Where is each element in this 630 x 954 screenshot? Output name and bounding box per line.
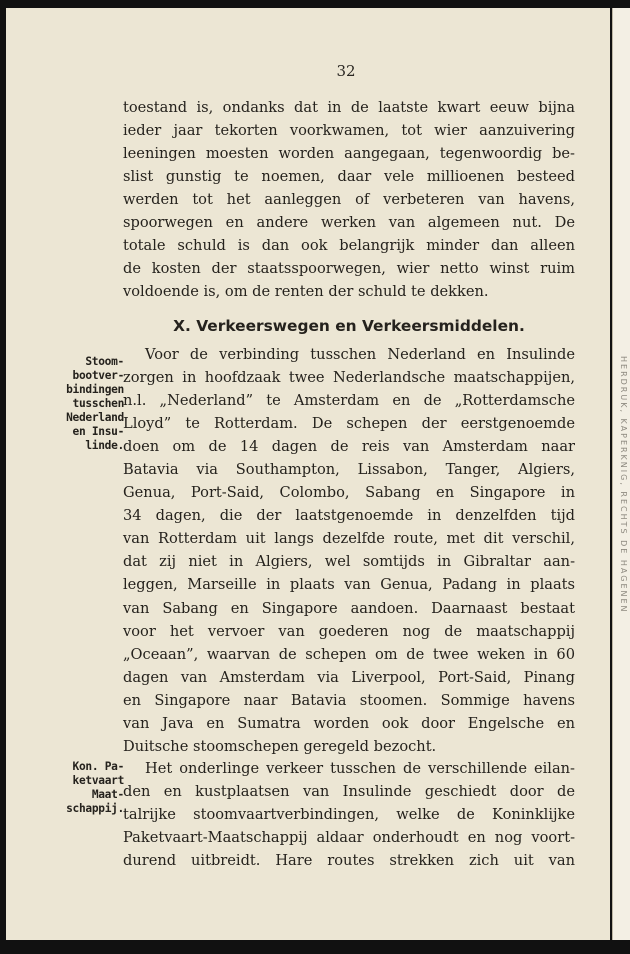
text-line: talrijke stoomvaartverbindingen, welke de Koninklijke [123,806,575,824]
margin-note-line: bindingen [66,383,124,396]
text-line: ieder jaar tekorten voorkwamen, tot wier aanzuivering [123,122,575,140]
text-line: dagen van Amsterdam via Liverpool, Port-Said, Pinang [123,668,575,686]
margin-note-line: bootver- [72,369,124,382]
text-line: „Oceaan”, waarvan de schepen om de twee weken in 60 [123,645,575,663]
text-line: doen om de 14 dagen de reis van Amsterdam naar [123,438,575,456]
paragraph-steamship-connections [123,343,575,758]
page-number: 32 [336,62,356,80]
text-line: 34 dagen, die der laatstgenoemde in denzelfden tijd [123,507,575,525]
margin-note-kpm [52,760,124,816]
margin-note-line: Kon. Pa- [72,760,124,773]
text-line: en Singapore naar Batavia stoomen. Sommige havens [123,691,575,709]
text-line: Batavia via Southampton, Lissabon, Tanger, Algiers, [123,461,575,479]
text-line: Lloyd” te Rotterdam. De schepen der eerstgenoemde [123,415,575,433]
margin-note-line: Stoom- [85,355,124,368]
margin-note-line: schappij. [66,802,124,815]
text-line: van Java en Sumatra worden ook door Engelsche en [123,714,575,732]
text-line: n.l. „Nederland” te Amsterdam en de „Rotterdamsche [123,392,575,410]
text-line: dat zij niet in Algiers, wel somtijds in Gibraltar aan- [123,553,575,571]
text-line: voor het vervoer van goederen nog de maatschappij [123,622,575,640]
text-line: zorgen in hoofdzaak twee Nederlandsche maatschappijen, [123,369,575,387]
text-line: Genua, Port-Said, Colombo, Sabang en Singapore in [123,484,575,502]
text-line: spoorwegen en andere werken van algemeen nut. De [123,214,575,232]
paragraph-continuation [123,96,575,303]
margin-note-line: linde. [85,439,124,452]
text-line: leeningen moesten worden aangegaan, tegenwoordig be- [123,145,575,163]
text-line: van Sabang en Singapore aandoen. Daarnaast bestaat [123,599,575,617]
margin-note-line: Nederland [66,411,124,424]
text-line: voldoende is, om de renten der schuld te dekken. [123,283,489,301]
text-line: slist gunstig te noemen, daar vele millioenen besteed [123,168,575,186]
margin-note-line: en Insu- [72,425,124,438]
text-line: Het onderlinge verkeer tusschen de verschillende eilan- [145,760,575,777]
section-heading: X. Verkeerswegen en Verkeersmiddelen. [173,317,525,335]
text-line: toestand is, ondanks dat in de laatste kwart eeuw bijna [123,99,575,116]
paragraph-inter-island-traffic [123,757,575,872]
text-line: van Rotterdam uit langs dezelfde route, met dit verschil, [123,530,575,548]
text-line: den en kustplaatsen van Insulinde geschiedt door de [123,783,575,801]
text-line: durend uitbreidt. Hare routes strekken zich uit van [123,852,575,870]
text-line: Paketvaart-Maatschappij aldaar onderhoudt en nog voort- [123,829,575,847]
text-line: de kosten der staatsspoorwegen, wier netto winst ruim [123,260,575,278]
text-line: Duitsche stoomschepen geregeld bezocht. [123,737,437,755]
text-line: leggen, Marseille in plaats van Genua, Padang in plaats [123,576,575,594]
margin-note-line: tusschen [72,397,124,410]
margin-note-line: ketvaart [72,774,124,787]
text-line: werden tot het aanleggen of verbeteren van havens, [123,191,575,209]
spine-stamp: HERDRUK, KAPERKNIG, RECHTS DE HAGENEN [619,356,628,614]
text-line: Voor de verbinding tusschen Nederland en Insulinde [145,346,575,363]
margin-note-line: Maat- [91,788,124,801]
text-line: totale schuld is dan ook belangrijk minder dan alleen [123,237,575,255]
margin-note-steamship-connections [52,355,124,453]
